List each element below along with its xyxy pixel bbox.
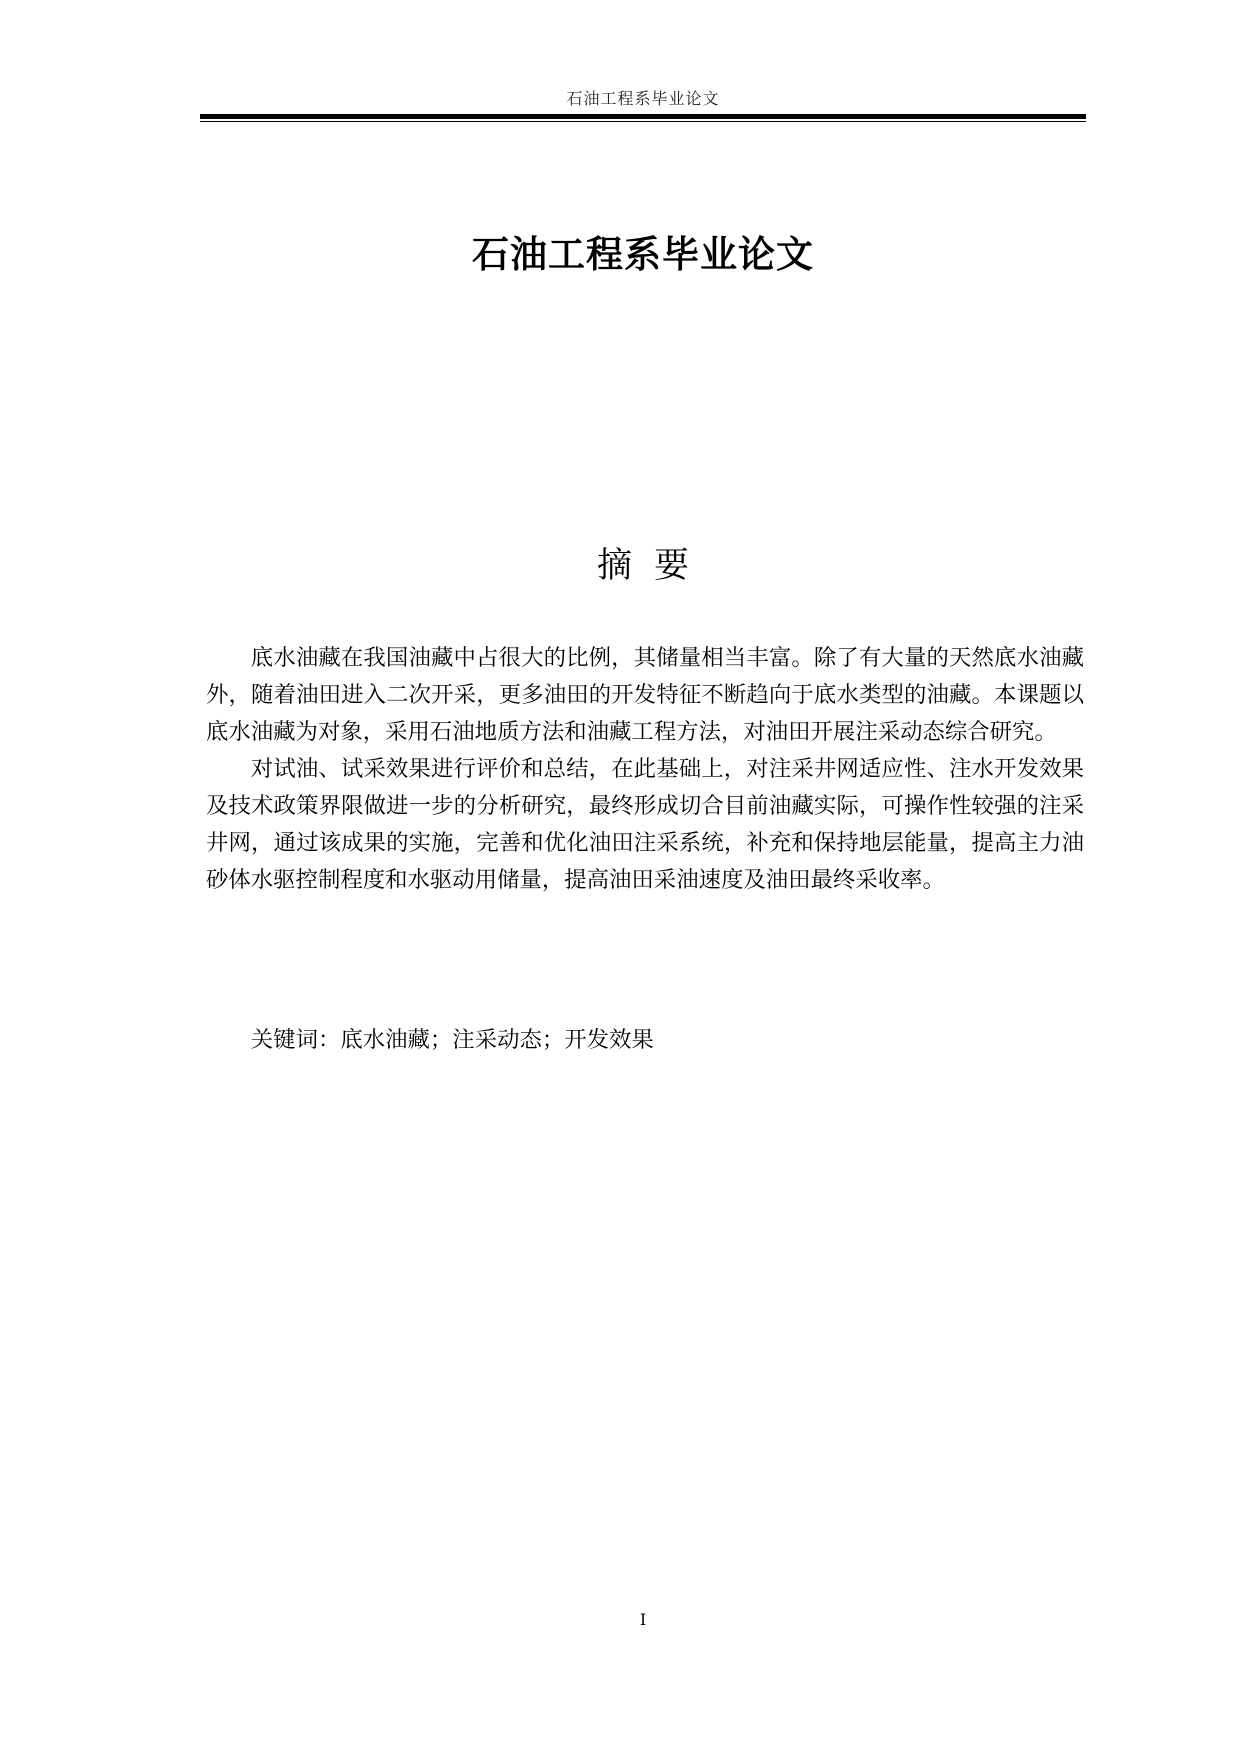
document-title: 石油工程系毕业论文	[472, 233, 814, 276]
header-rule-thin	[200, 121, 1086, 122]
abstract-paragraph-2: 对试油、试采效果进行评价和总结，在此基础上，对注采井网适应性、注水开发效果及技术政策界限做进一步的分析研究，最终形成切合目前油藏实际，可操作性较强的注采井网，通过该成果的实施，完善和优化油田注采系统，补充和保持地层能量，提高主力油砂体水驱控制程度和水驱动用储量，提高油田采油速度及油田最终采收率。	[206, 756, 1084, 893]
abstract-body	[206, 640, 1084, 899]
keywords-line	[206, 1022, 1084, 1059]
keywords-label: 关键词：	[250, 1027, 341, 1053]
running-header: 石油工程系毕业论文	[566, 89, 720, 108]
header-rule-thick	[200, 114, 1086, 119]
page-number: I	[639, 1610, 647, 1629]
keywords-text: 底水油藏；注采动态；开发效果	[340, 1027, 654, 1053]
abstract-heading: 摘要	[596, 546, 711, 586]
abstract-paragraph-1: 底水油藏在我国油藏中占很大的比例，其储量相当丰富。除了有大量的天然底水油藏外，随着油田进入二次开采，更多油田的开发特征不断趋向于底水类型的油藏。本课题以底水油藏为对象，采用石油地质方法和油藏工程方法，对油田开展注采动态综合研究。	[206, 645, 1084, 745]
